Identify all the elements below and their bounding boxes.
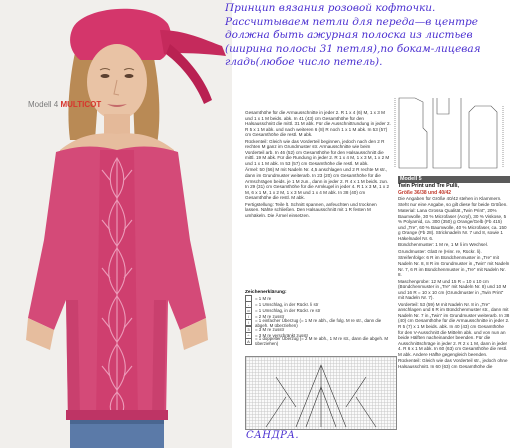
- pattern-col2-paragraph: Vorderteil: 53 (59) M mit Nadeln Nr. 8 in „Tre“ anschlagen und 6 R im Bündchenmuster str., dann mit Nadeln Nr. 7 in „Twin“ im Grundmuster weiterarb. In 38 (40) cm Gesamthöhe für die Armausschnitte in jeder 2. R 5 (7) x 1 M beids. abk. In 40 (43) cm Gesamthöhe für den V-Ausschnitt die Mittelm abk. und von nun an beide Hälften nacheinander beenden. Für die Ausschnittschräge in jeder 2. R 2 x 1 M, dann in jeder 4. R 6 x 1 M abk. In 60 (63) cm Gesamthöhe die restl. M abk. Andere Hälfte gegengleich beenden.: [398, 301, 510, 357]
- model5-subtitle: Twin Print und Tre Pulli,: [398, 183, 459, 189]
- pattern-column-1: [245, 110, 391, 288]
- legend-text: = 2 M re zusstr: [255, 314, 285, 320]
- pattern-col1-paragraph: Gesamthöhe für die Armausschnitte in jeder 2. R 1 x 4 (6) M, 1 x 3 M und 1 x 1 M beids. abk. In 41 (43) cm Gesamthöhe für den Halsausschnitt die mittl. 31 M abk. Für die Ausschnittrundung in jeder 2. R 5 x 1 M abk. und nach weiteren 6 (8) R noch 1 x 1 M abk. In 53 (57) cm Gesamthöhe die restl. M abk.: [245, 110, 391, 138]
- legend-text: = 3 M re verschränkt zusstr: [255, 332, 309, 338]
- pattern-col2-paragraph: Streifenfolge: 6 R im Bündchenmuster in „Tre“ mit Nadeln Nr. 8, 8 R im Grundmuster in „Twin“ mit Nadeln Nr. 7, 6 R im Bündchenmuster in „Tre“ mit Nadeln Nr. 8.: [398, 255, 510, 278]
- legend-symbol: -: [245, 301, 252, 308]
- symbol-legend: [245, 290, 395, 345]
- pattern-col1-paragraph: Ärmel: 50 (56) M mit Nadeln Nr. 4,5 anschlagen und 2 R rechte M str., dann im Grundmuster weiterarb. In 23 (20) cm Gesamthöhe für die Armschrägen beids. je 1 M zun., dann in jeder 2. R 4 x 1 M beids. zun. In 29 (31) cm Gesamthöhe für die Armkugel in jeder 4. R 1 x 3 M, 1 x 2 M, 6 x 1 M, 1 x 2 M, 1 x 3 M und 1 x 4 M abk. In 38 (40) cm Gesamthöhe die restl. M abk.: [245, 167, 390, 201]
- garment-schematic: [393, 92, 511, 174]
- legend-symbol: A: [245, 338, 252, 345]
- pattern-col2-paragraph: Die Angaben für Größe 40/42 stehen in Klammern. Steht nur eine Angabe, so gilt diese für beide Größen.: [398, 196, 508, 207]
- pattern-col2-paragraph: Bündchenmuster: 1 M re, 1 M li im Wechsel.: [398, 242, 489, 248]
- pattern-column-2: [398, 196, 510, 439]
- pattern-col2-paragraph: Material: Lana Grossa Qualität „Twin Print“, 20% Baumwolle, 30 % Microfaser (Acryl), 30 % Viskose, 5 % Polyamid, ca. 300 (350) g Orange/Gelb (Fb 415) und „Tre“, 60 % Baumwolle, 40 % Microfaser, ca. 150 g Orange (Fb 28). Stricknadeln Nr. 7 und 8, sowie 1 Häkelnadel Nr. 6.: [398, 208, 507, 241]
- model-photo-illustration: [0, 0, 232, 448]
- pattern-col1-paragraph: Fertigstellung: Teile lt. Schnitt spannen, anfeuchten und trocknen lassen. Nähte schließen. Den Halsausschnitt mit 1 R festen M umhäkeln. Die Ärmel einsetzen.: [245, 201, 377, 218]
- model5-size: Größe 36/38 und 40/42: [398, 189, 452, 196]
- legend-symbol: 3: [245, 326, 252, 333]
- signature: САНДРА.: [246, 430, 300, 441]
- pattern-col1-paragraph: Rückenteil: Gleich wie das Vorderteil beginnen, jedoch nach den 2 R rechten M ganz im Grundmuster str. Armausschnitte wie beim Vorderteil arb. In 46 (52) cm Gesamthöhe für den Halsausschnitt die mittl. 19 M abk. Für die Rundung in jeder 2. R 1 x 4 M, 1 x 3 M, 1 x 2 M und 1 x 1 M abk. In 53 (57) cm Gesamthöhe die restl. M abk.: [245, 138, 390, 166]
- pattern-col2-paragraph: Grundmuster: Glatt re (Hinr. re, Rückr. li).: [398, 248, 482, 254]
- model-label: [28, 100, 101, 109]
- model-photo: [0, 0, 232, 448]
- pattern-col2-paragraph: Rückenteil: Gleich wie das Vorderteil str., jedoch ohne Halsausschnitt. In 60 (63) cm Gesamthöhe die: [398, 358, 508, 369]
- legend-row: [245, 336, 395, 347]
- model-label-prefix: Modell 4: [28, 100, 61, 109]
- legend-symbol: ^: [245, 332, 252, 339]
- legend-symbol: \: [245, 319, 252, 326]
- knitting-chart: [245, 356, 397, 430]
- pattern-col2-paragraph: Maschenprobe: 12 M und 15 R = 10 x 10 cm (Bündchenmuster in „Tre“ mit Nadeln Nr. 8) und 10 M und 16 R = 10 x 10 cm (Grundmuster in „Twin Print“ mit Nadeln Nr. 7).: [398, 278, 507, 301]
- legend-text: = 1 M re: [255, 295, 272, 301]
- model-label-name: MULTICOT: [60, 100, 102, 109]
- intro-text: Принцип вязания розовой кофточки. Рассчитываем петли для переда—в центре должна быть ажурная полоска из листьев (ширина полосы 31 петля),по бокам-лицевая гладь(любое число петель).: [225, 2, 481, 68]
- legend-title: Zeichenerklärung:: [245, 290, 287, 295]
- legend-text: = 3 M re zusstr: [255, 326, 285, 332]
- model5-header: [398, 176, 510, 196]
- model5-title: Modell 5: [398, 176, 510, 183]
- legend-symbol: o: [245, 307, 252, 314]
- legend-text: = 1 Umschlag, in der Rückr. re str: [255, 307, 321, 313]
- legend-text: = 1 einfacher Überzug (= 1 M re abh., die folg. M re str., dann die abgeh. M überziehen): [255, 317, 382, 328]
- legend-symbol: /: [245, 313, 252, 320]
- knitting-chart-motif: [246, 357, 396, 429]
- legend-text: = 1 Umschlag, in der Rückr. li str: [255, 301, 319, 307]
- legend-text: = 1 doppelter Überzug (= 2 M re abh., 1 M re str., dann die abgeh. M überziehen): [255, 336, 389, 347]
